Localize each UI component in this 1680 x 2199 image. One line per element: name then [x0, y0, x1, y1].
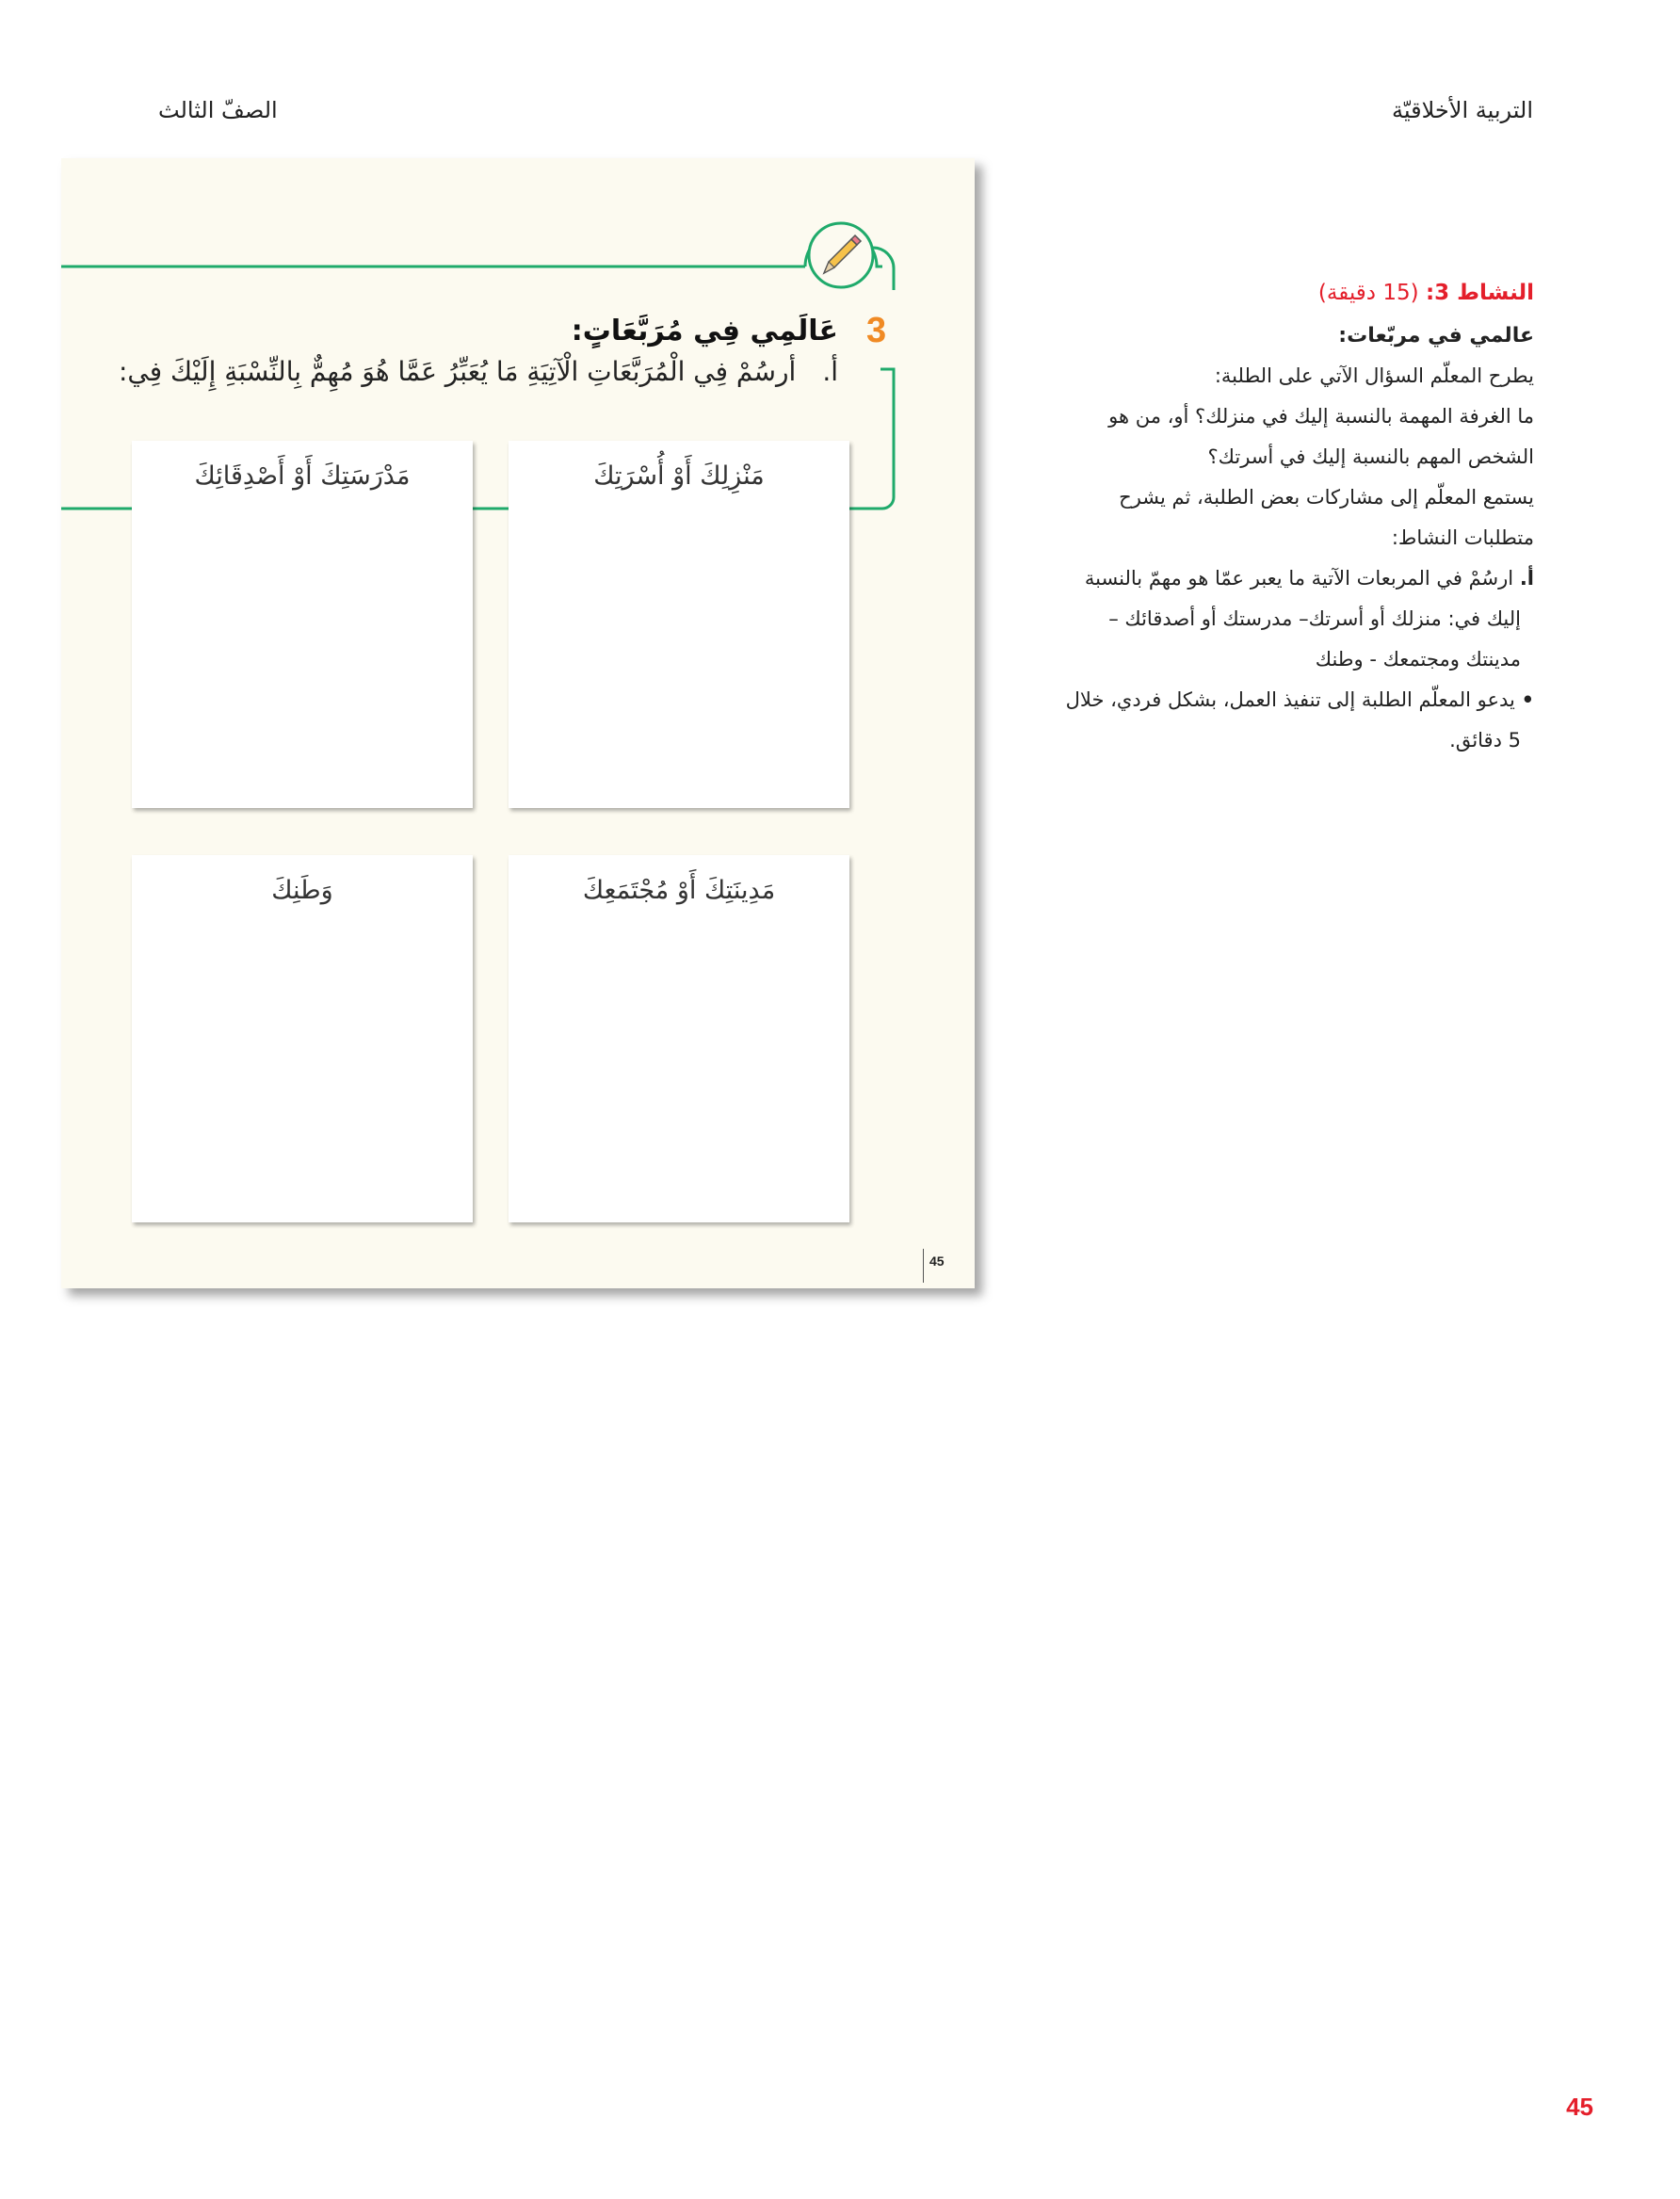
- activity-duration: (15 دقيقة): [1317, 281, 1419, 305]
- student-book-page: [61, 158, 975, 1288]
- pencil-icon: [809, 223, 873, 287]
- activity-label: النشاط 3:: [1425, 281, 1534, 305]
- box-label-city: مَدِينَتِكَ أَوْ مُجْتَمَعِكَ: [582, 876, 776, 905]
- notes-line: يدعو المعلّم الطلبة إلى تنفيذ العمل، بشكل فردي، خلال: [1065, 688, 1515, 711]
- subject-header: التربية الأخلاقيّة: [1392, 97, 1533, 123]
- notes-line: يطرح المعلّم السؤال الآتي على الطلبة:: [1214, 364, 1534, 387]
- instruction-text: أرسُمْ فِي الْمُرَبَّعَاتِ الْآتِيَةِ مَا يُعَبِّرُ عَمَّا هُوَ مُهِمٌّ بِالنِّسْبَةِ إِلَيْكَ فِي:: [118, 356, 797, 387]
- notes-list-item: [1044, 680, 1534, 720]
- book-page-number: 45: [929, 1253, 945, 1269]
- drawing-box-school[interactable]: [132, 441, 473, 808]
- drawing-box-country[interactable]: [132, 855, 473, 1222]
- notes-line: متطلبات النشاط:: [1391, 526, 1534, 549]
- activity-instruction: [119, 356, 838, 387]
- notes-line: إليك في: منزلك أو أسرتك– مدرستك أو أصدقائك –: [1108, 607, 1521, 630]
- notes-line: ارسُمْ في المربعات الآتية ما يعبر عمّا هو مهمّ بالنسبة: [1084, 567, 1514, 590]
- notes-subtitle: عالمي في مربّعات:: [1338, 324, 1534, 348]
- box-label-country: وَطَنِكَ: [271, 876, 333, 905]
- notes-line: 5 دقائق.: [1449, 729, 1521, 752]
- drawing-box-home[interactable]: [509, 441, 849, 808]
- list-letter: أ.: [1519, 567, 1534, 590]
- activity-number: 3: [866, 311, 887, 350]
- notes-list-item: [1044, 558, 1534, 599]
- box-label-school: مَدْرَسَتِكَ أَوْ أَصْدِقَائِكَ: [194, 461, 411, 491]
- bullet-icon: •: [1521, 688, 1534, 711]
- grade-header: الصفّ الثالث: [158, 97, 278, 123]
- instruction-letter: أ.: [822, 356, 838, 387]
- notes-line: مدينتك ومجتمعك - وطنك: [1315, 648, 1521, 671]
- notes-line: يستمع المعلّم إلى مشاركات بعض الطلبة، ثم يشرح: [1119, 486, 1534, 509]
- page-number-divider: [923, 1249, 924, 1283]
- notes-line: الشخص المهم بالنسبة إليك في أسرتك؟: [1207, 445, 1534, 468]
- drawing-box-city[interactable]: [509, 855, 849, 1222]
- footer-page-number: 45: [1566, 2093, 1593, 2121]
- notes-activity-heading: [1044, 273, 1534, 314]
- teacher-notes: [1044, 273, 1534, 761]
- activity-title: عَالَمِي فِي مُرَبَّعَاتٍ:: [571, 315, 838, 348]
- notes-line: ما الغرفة المهمة بالنسبة إليك في منزلك؟ أو، من هو: [1108, 405, 1534, 428]
- box-label-home: مَنْزِلِكَ أَوْ أُسْرَتِكَ: [593, 461, 765, 491]
